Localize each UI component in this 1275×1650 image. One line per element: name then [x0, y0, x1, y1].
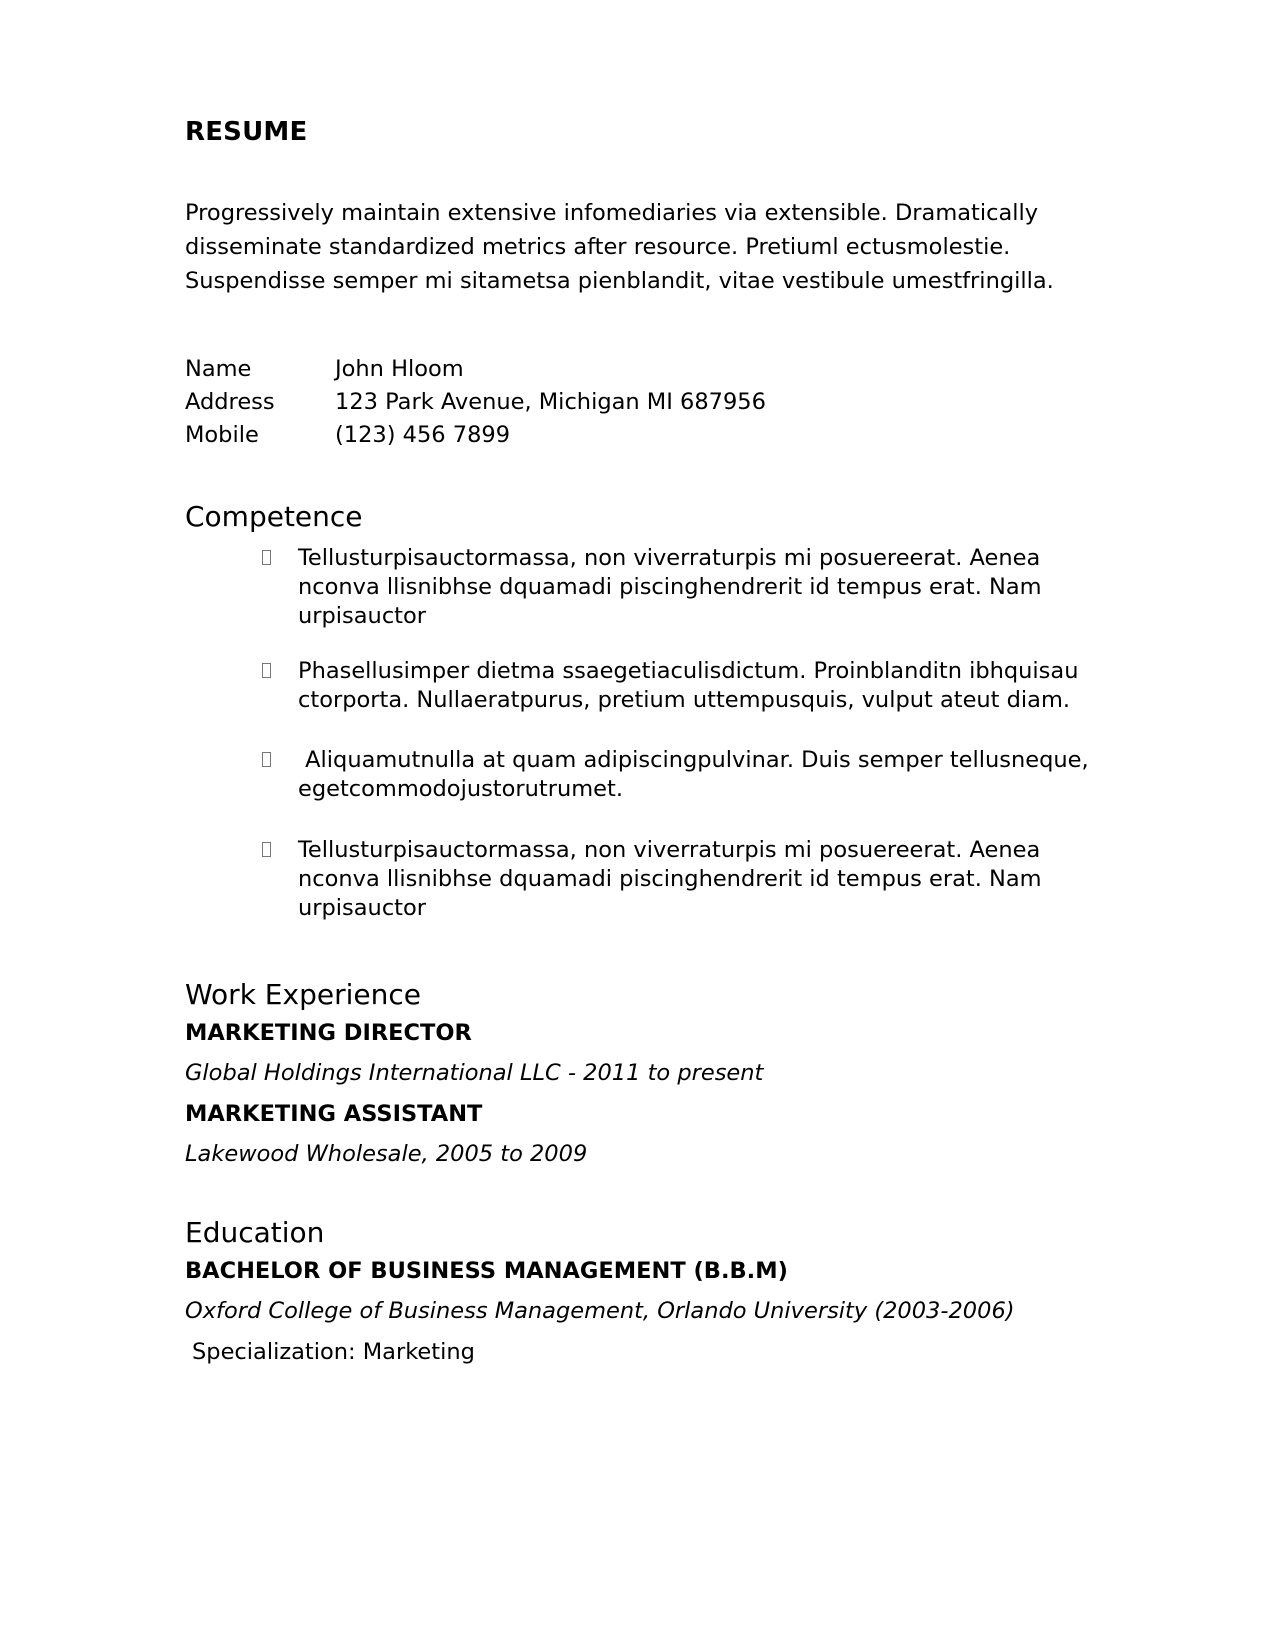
job-detail: Global Holdings International LLC - 2011 to present — [185, 1060, 764, 1086]
competence-line: urpisauctor — [298, 895, 427, 921]
competence-line: Tellusturpisauctormassa, non viverraturpis mi posuereerat. Aenea — [298, 545, 1041, 571]
page-title: RESUME — [185, 117, 308, 147]
work-experience-heading: Work Experience — [185, 978, 421, 1011]
summary-line: disseminate standardized metrics after resource. Pretiuml ectusmolestie. — [185, 234, 1011, 260]
institution-detail: Oxford College of Business Management, Orlando University (2003-2006) — [185, 1298, 1015, 1324]
competence-line: nconva llisnibhse dquamadi piscinghendrerit id tempus erat. Nam — [298, 574, 1042, 600]
bullet-box-icon — [262, 752, 271, 767]
job-detail: Lakewood Wholesale, 2005 to 2009 — [185, 1141, 588, 1167]
name-value: John Hloom — [335, 356, 464, 382]
name-label: Name — [185, 356, 252, 382]
address-label: Address — [185, 389, 275, 415]
specialization: Specialization: Marketing — [192, 1339, 475, 1365]
competence-item-text — [298, 544, 1098, 631]
mobile-label: Mobile — [185, 422, 259, 448]
bullet-box-icon — [262, 550, 271, 565]
competence-heading: Competence — [185, 500, 363, 533]
competence-item-text — [298, 746, 1098, 804]
degree-title: BACHELOR OF BUSINESS MANAGEMENT (B.B.M) — [185, 1258, 788, 1284]
competence-line: ctorporta. Nullaeratpurus, pretium uttempusquis, vulput ateut diam. — [298, 687, 1071, 713]
bullet-box-icon — [262, 663, 271, 678]
bullet-box-icon — [262, 842, 271, 857]
competence-line: Aliquamutnulla at quam adipiscingpulvinar. Duis semper tellusneque, — [298, 747, 1089, 773]
competence-line: egetcommodojustorutrumet. — [298, 776, 623, 802]
competence-line: Phasellusimper dietma ssaegetiaculisdictum. Proinblanditn ibhquisau — [298, 658, 1079, 684]
address-value: 123 Park Avenue, Michigan MI 687956 — [335, 389, 766, 415]
competence-line: nconva llisnibhse dquamadi piscinghendrerit id tempus erat. Nam — [298, 866, 1042, 892]
job-title: MARKETING DIRECTOR — [185, 1020, 472, 1046]
summary-line: Progressively maintain extensive infomediaries via extensible. Dramatically — [185, 200, 1039, 226]
education-heading: Education — [185, 1216, 325, 1249]
summary-paragraph — [185, 196, 1085, 298]
competence-item-text — [298, 836, 1098, 923]
summary-line: Suspendisse semper mi sitametsa pienblandit, vitae vestibule umestfringilla. — [185, 268, 1054, 294]
competence-line: urpisauctor — [298, 603, 427, 629]
job-title: MARKETING ASSISTANT — [185, 1101, 483, 1127]
mobile-value: (123) 456 7899 — [335, 422, 511, 448]
competence-item-text — [298, 657, 1098, 715]
competence-line: Tellusturpisauctormassa, non viverraturpis mi posuereerat. Aenea — [298, 837, 1041, 863]
